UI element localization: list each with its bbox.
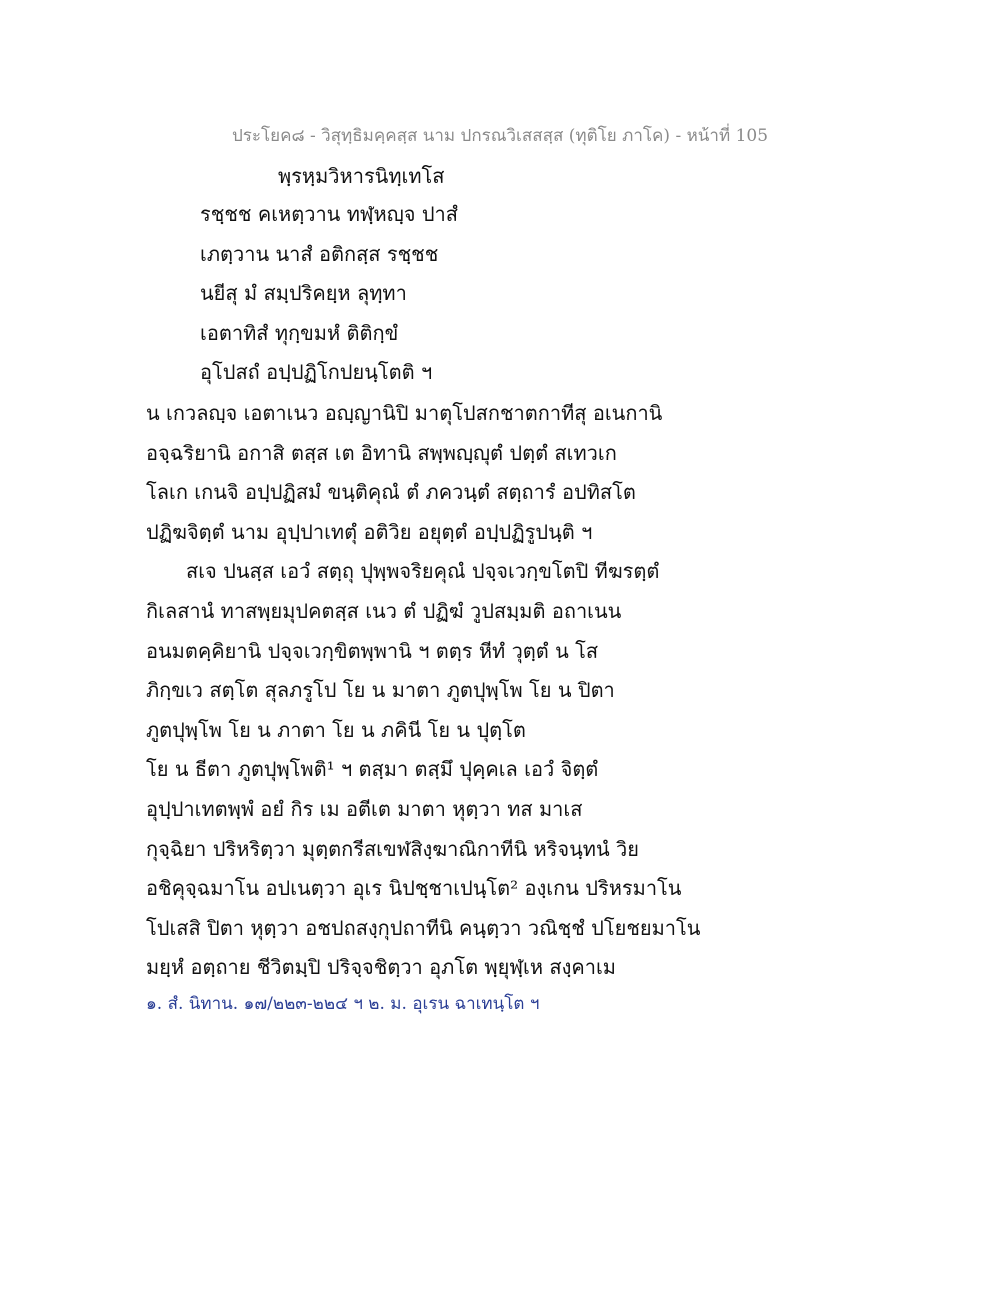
prose-line: ภิกฺขเว สตฺโต สุลภรูโป โย น มาตา ภูตปุพฺโพ โย น ปิตา (146, 678, 615, 703)
verse-block (200, 198, 458, 396)
section-title: พฺรหฺมวิหารนิทฺเทโส (278, 164, 445, 188)
prose-line: กุจฺฉิยา ปริหริตฺวา มุตฺตกรีสเขฬสิงฺฆาณิกาทีนิ หริจนฺทนํ วิย (146, 836, 639, 861)
prose-line: อุปฺปาเทตพฺพํ อยํ กิร เม อตีเต มาตา หุตฺวา ทส มาเส (146, 796, 583, 821)
verse-line: เภตฺวาน นาสํ อติกสฺส รชฺชช (200, 241, 439, 266)
prose-line: น เกวลญฺจ เอตาเนว อญฺญานิปิ มาตุโปสกชาตกาทีสุ อเนกานิ (146, 401, 663, 425)
prose-block (146, 397, 700, 991)
prose-line: โย น ธีตา ภูตปุพฺโพติ¹ ฯ ตสฺมา ตสฺมึ ปุคฺคเล เอวํ จิตฺตํ (146, 757, 599, 782)
verse-line: นยีสุ มํ สมฺปริคยฺห ลุทฺทา (200, 281, 407, 305)
prose-line: อนมตคฺคิยานิ ปจฺจเวกฺขิตพฺพานิ ฯ ตตฺร หีทํ วุตฺตํ น โส (146, 638, 599, 663)
prose-line: โปเสสิ ปิตา หุตฺวา อชปถสงฺกุปถาทีนิ คนฺตฺวา วณิชฺชํ ปโยชยมาโน (146, 915, 701, 940)
prose-line: โลเก เกนจิ อปฺปฏิสมํ ขนฺติคุณํ ตํ ภควนฺตํ สตฺถารํ อปทิสโต (146, 480, 636, 505)
prose-line: สเจ ปนสฺส เอวํ สตฺถุ ปุพฺพจริยคุณํ ปจฺจเวกฺขโตปิ ทีฆรตฺตํ (186, 559, 660, 584)
verse-line: อุโปสถํ อปฺปฏิโกปยนฺโตติ ฯ (200, 360, 433, 384)
page-header: ประโยค๘ - วิสุทฺธิมคฺคสฺส นาม ปกรณวิเสสสฺส (ทุติโย ภาโค) - หน้าที่ 105 (231, 126, 769, 146)
footnote: ๑. สํ. นิทาน. ๑๗/๒๒๓-๒๒๔ ฯ ๒. ม. อุเรน ฉาเทนฺโต ฯ (146, 994, 540, 1014)
prose-line: มยฺหํ อตฺถาย ชีวิตมฺปิ ปริจฺจชิตฺวา อุภโต พฺยุฬฺเห สงฺคาเม (146, 955, 616, 980)
prose-line: อจฺฉริยานิ อกาสิ ตสฺส เต อิทานิ สพฺพญฺญุตํ ปตฺตํ สเทวเก (146, 440, 617, 465)
prose-line: ภูตปุพฺโพ โย น ภาตา โย น ภคินี โย น ปุตฺโต (146, 717, 526, 742)
prose-line: กิเลสานํ ทาสพฺยมุปคตสฺส เนว ตํ ปฏิฆํ วูปสมฺมติ อถาเนน (146, 598, 622, 623)
verse-line: รชฺชช คเหตฺวาน ทฬฺหญฺจ ปาสํ (200, 202, 458, 226)
prose-line: ปฏิฆจิตฺตํ นาม อุปฺปาเทตุํ อติวิย อยุตฺตํ อปฺปฏิรูปนฺติ ฯ (146, 519, 593, 544)
verse-line: เอตาทิสํ ทุกฺขมหํ ติติกฺขํ (200, 320, 399, 345)
prose-line: อชิคุจฺฉมาโน อปเนตฺวา อุเร นิปชฺชาเปนฺโต² องฺเกน ปริหรมาโน (146, 876, 682, 901)
